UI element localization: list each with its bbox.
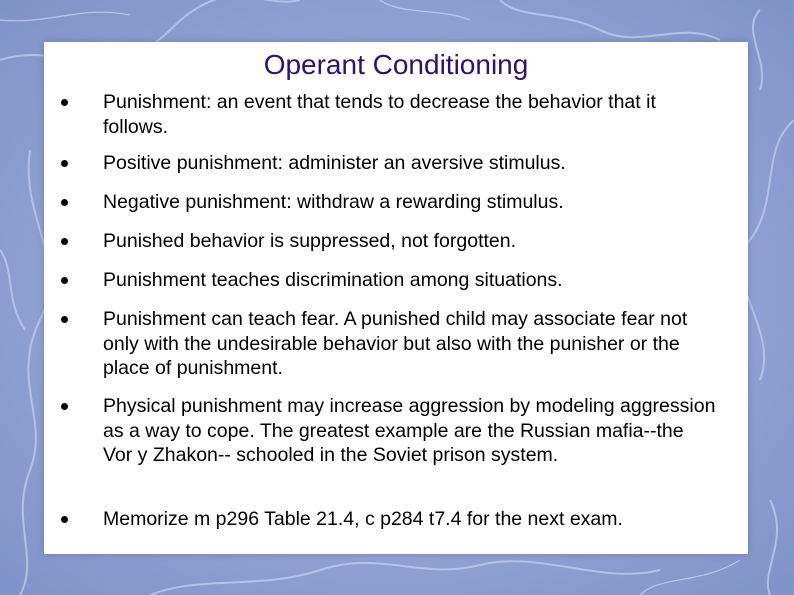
bullet-dot-icon	[61, 199, 68, 206]
slide-content-panel	[44, 42, 748, 554]
bullet-dot-icon	[61, 316, 68, 323]
bullet-text: Negative punishment: withdraw a rewarding stimulus.	[103, 191, 564, 213]
bullet-text: Physical punishment may increase aggression by modeling aggression as a way to cope. The greatest example are the Russian mafia--the Vor y Zhakon-- schooled in the Soviet prison system.	[103, 395, 716, 467]
bullet-text: Punishment: an event that tends to decrease the behavior that it follows.	[103, 91, 656, 138]
bullet-dot-icon	[61, 238, 68, 245]
bullet-dot-icon	[61, 277, 68, 284]
slide-title: Operant Conditioning	[263, 49, 529, 80]
bullet-text: Punishment teaches discrimination among situations.	[103, 269, 563, 291]
bullet-dot-icon	[61, 160, 68, 167]
bullet-text: Punished behavior is suppressed, not forgotten.	[103, 230, 517, 252]
bullet-text: Positive punishment: administer an aversive stimulus.	[103, 152, 566, 174]
bullet-dot-icon	[61, 99, 68, 106]
bullet-dot-icon	[61, 403, 68, 410]
bullet-dot-icon	[61, 516, 68, 523]
bullet-text: Memorize m p296 Table 21.4, c p284 t7.4 for the next exam.	[103, 508, 623, 530]
bullet-text: Punishment can teach fear. A punished child may associate fear not only with the undesirable behavior but also with the punisher or the place of punishment.	[103, 308, 688, 380]
